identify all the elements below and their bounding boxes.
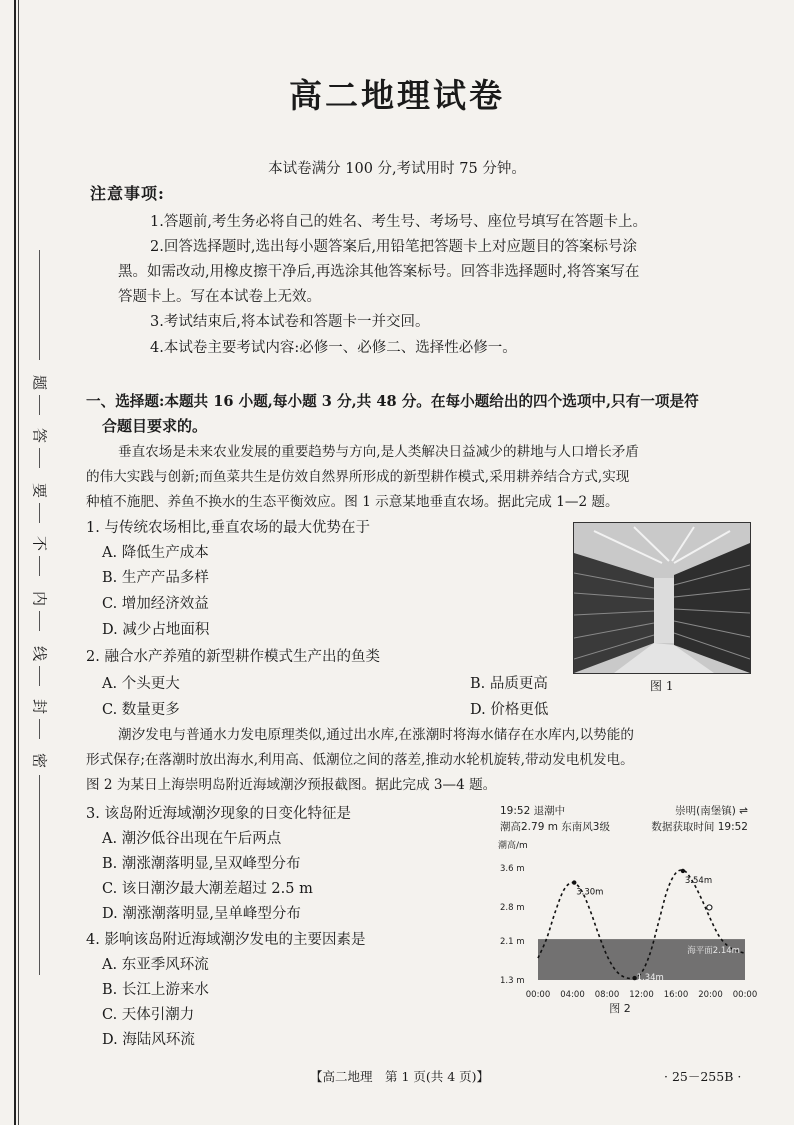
option: A. 东亚季风环流 [102,957,209,973]
exam-intro: 本试卷满分 100 分,考试用时 75 分钟。 [268,161,526,177]
chart-header-time: 数据获取时间 19:52 [651,821,748,833]
current-tide-marker [707,905,712,910]
passage-line: 潮汐发电与普通水力发电原理类似,通过出水库,在涨潮时将海水储存在水库内,以势能的 [118,727,634,743]
passage-line: 图 2 为某日上海崇明岛附近海域潮汐预报截图。据此完成 3—4 题。 [86,777,497,793]
binding-dash [39,250,40,360]
chart-header-height: 潮高2.79 m 东南风3级 [500,821,610,833]
option: A. 潮汐低谷出现在午后两点 [102,831,282,847]
x-tick-label: 08:00 [594,990,620,1000]
figure-caption: 图 1 [650,679,674,693]
vertical-farm-photo [573,522,751,674]
question-stem: 3. 该岛附近海域潮汐现象的日变化特征是 [86,806,351,822]
option: C. 该日潮汐最大潮差超过 2.5 m [102,881,313,897]
passage-line: 的伟大实践与创新;而鱼菜共生是仿效自然界所形成的新型耕作模式,采用耕养结合方式,实现 [86,469,630,485]
section-heading-line: 一、选择题:本题共 16 小题,每小题 3 分,共 48 分。在每小题给出的四个选项中,只有一项是符 [86,393,699,410]
tide-extreme-point [681,869,685,873]
y-tick-label: 2.1 m [500,937,525,948]
binding-char: 答 [30,427,49,443]
binding-dash [39,775,40,975]
vertical-farm-illustration [574,523,750,673]
figure-caption: 图 2 [609,1002,631,1015]
binding-dash [39,719,40,739]
passage-line: 种植不施肥、养鱼不换水的生态平衡效应。图 1 示意某地垂直农场。据此完成 1—2 题。 [86,494,619,510]
binding-char: 线 [30,645,49,661]
notice-heading: 注意事项: [90,184,165,203]
x-tick-label: 16:00 [663,990,689,1000]
x-tick-label: 12:00 [629,990,654,1000]
passage-line: 垂直农场是未来农业发展的重要趋势与方向,是人类解决日益减少的耕地与人口增长矛盾 [118,444,639,460]
x-tick-label: 00:00 [732,990,758,1000]
binding-dash [39,556,40,576]
binding-char: 不 [30,535,49,551]
tide-extreme-label: 3.30m [576,887,604,898]
question-stem: 4. 影响该岛附近海域潮汐发电的主要因素是 [86,932,366,948]
binding-dash [39,503,40,523]
binding-dash [39,395,40,415]
binding-dash [39,666,40,686]
binding-char: 要 [30,482,49,498]
binding-char: 密 [30,752,49,768]
notice-line: 1.答题前,考生务必将自己的姓名、考生号、考场号、座位号填写在答题卡上。 [150,214,647,230]
tide-extreme-point [572,880,576,884]
binding-dash [39,448,40,468]
question-stem: 1. 与传统农场相比,垂直农场的最大优势在于 [86,520,371,536]
option: C. 天体引潮力 [102,1007,195,1023]
notice-line: 3.考试结束后,将本试卷和答题卡一并交回。 [150,314,430,330]
option: D. 减少占地面积 [102,622,210,638]
sea-level-label: 海平面2.14m [687,946,740,957]
binding-dash [39,611,40,631]
x-tick-label: 00:00 [525,990,551,1000]
section-heading-line: 合题目要求的。 [102,417,208,435]
footer-page-info: 【高二地理 第 1 页(共 4 页)】 [310,1069,490,1084]
tide-chart [490,800,760,1015]
option: D. 潮涨潮落明显,呈单峰型分布 [102,906,301,922]
y-axis-label: 潮高/m [498,841,528,851]
question-stem: 2. 融合水产养殖的新型耕作模式生产出的鱼类 [86,649,380,665]
y-tick-label: 3.6 m [500,864,525,874]
footer-code: · 25－255B · [664,1069,742,1084]
tide-extreme-label: 3.54m [684,875,713,886]
option: A. 个头更大 [102,676,180,692]
binding-char: 内 [30,590,49,606]
binding-char: 封 [30,698,49,714]
tide-extreme-label: 1.34m [636,973,664,984]
option: C. 数量更多 [102,702,180,718]
notice-line: 4.本试卷主要考试内容:必修一、必修二、选择性必修一。 [150,340,517,356]
option: B. 生产产品多样 [102,570,209,586]
x-tick-label: 04:00 [560,990,585,1000]
option: A. 降低生产成本 [102,545,209,561]
section-heading [86,390,699,438]
chart-header-status: 19:52 退潮中 [500,805,566,817]
passage-line: 形式保存;在落潮时放出海水,利用高、低潮位之间的落差,推动水轮机旋转,带动发电机发电。 [86,752,634,768]
notice-line: 答题卡上。写在本试卷上无效。 [118,289,321,305]
option: B. 长江上游来水 [102,982,209,998]
x-tick-label: 20:00 [698,990,723,1000]
option: B. 品质更高 [470,676,548,692]
y-tick-label: 1.3 m [500,976,525,986]
option: D. 海陆风环流 [102,1032,195,1048]
notice-line: 2.回答选择题时,选出每小题答案后,用铅笔把答题卡上对应题目的答案标号涂 [150,239,638,255]
option: C. 增加经济效益 [102,596,209,612]
option: D. 价格更低 [470,702,549,718]
y-tick-label: 2.8 m [500,902,525,913]
binding-char: 题 [30,374,49,390]
page-title: 高二地理试卷 [289,76,505,115]
option: B. 潮涨潮落明显,呈双峰型分布 [102,856,301,872]
notice-line: 黑。如需改动,用橡皮擦干净后,再选涂其他答案标号。回答非选择题时,将答案写在 [118,264,640,280]
chart-header-station: 崇明(南堡镇) ⇌ [675,805,748,817]
